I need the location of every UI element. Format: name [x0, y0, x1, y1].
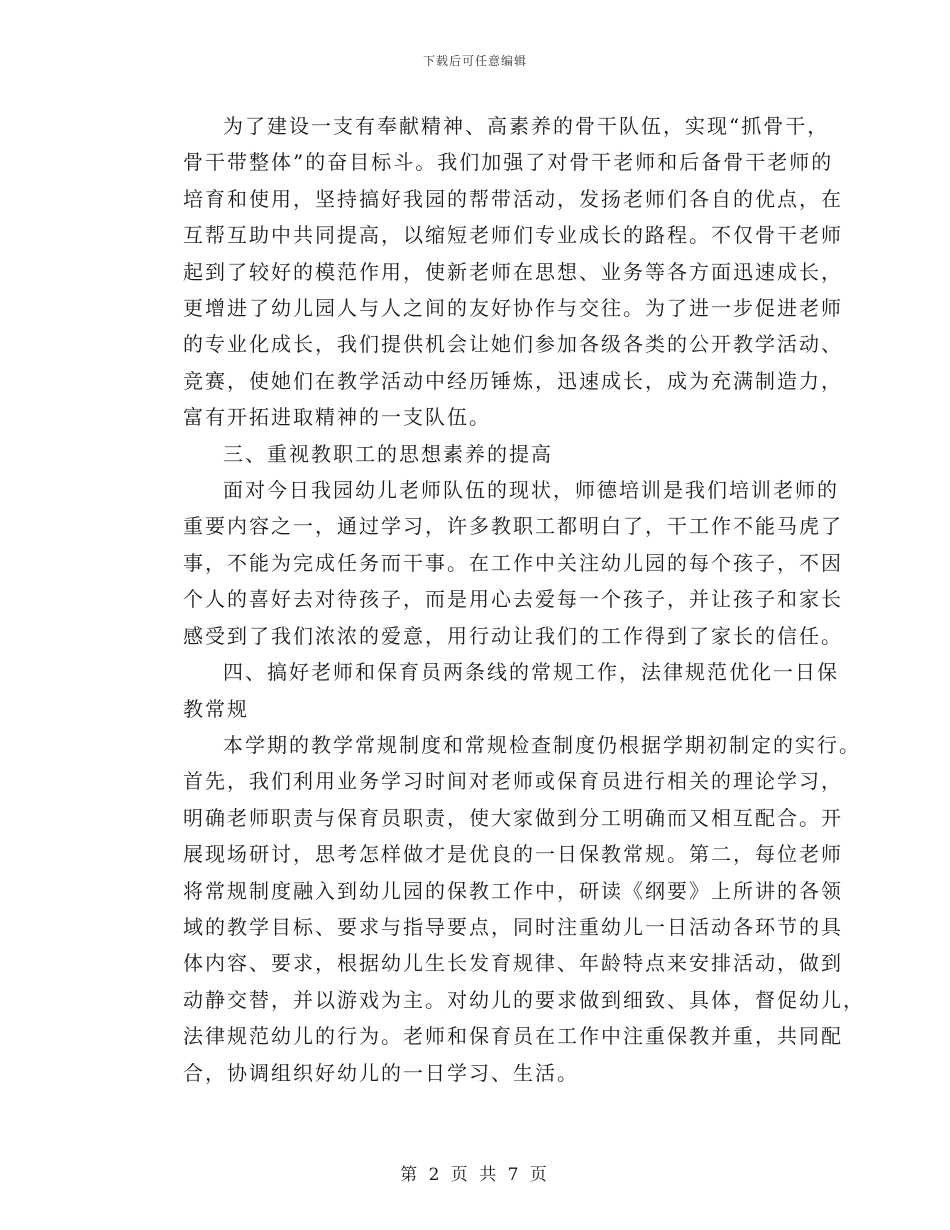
- text-line: 首先，我们利用业务学习时间对老师或保育员进行相关的理论学习，: [183, 769, 843, 794]
- text-line: 面对今日我园幼儿老师队伍的现状，师德培训是我们培训老师的: [223, 478, 839, 503]
- page-header: 下载后可任意编辑: [422, 54, 527, 68]
- text-line: 的专业化成长，我们提供机会让她们参加各级各类的公开教学活动、: [183, 332, 843, 357]
- text-line: 培育和使用，坚持搞好我园的帮带活动，发扬老师们各自的优点，在: [183, 186, 843, 211]
- text-line: 将常规制度融入到幼儿园的保教工作中，研读《纲要》上所讲的各领: [183, 878, 843, 903]
- heading-line: 教常规: [183, 696, 249, 721]
- text-line: 个人的喜好去对待孩子，而是用心去爱每一个孩子，并让孩子和家长: [183, 587, 843, 612]
- text-line: 事，不能为完成任务而干事。在工作中关注幼儿园的每个孩子，不因: [183, 550, 843, 575]
- text-line: 动静交替，并以游戏为主。对幼儿的要求做到细致、具体，督促幼儿，: [183, 987, 865, 1012]
- text-line: 明确老师职责与保育员职责，使大家做到分工明确而又相互配合。开: [183, 805, 843, 830]
- text-line: 更增进了幼儿园人与人之间的友好协作与交往。为了进一步促进老师: [183, 296, 843, 321]
- text-line: 竞赛，使她们在教学活动中经历锤炼，迅速成长，成为充满制造力，: [183, 368, 843, 393]
- text-line: 合，协调组织好幼儿的一日学习、生活。: [183, 1060, 579, 1085]
- document-body: [143, 108, 865, 1091]
- paragraph-backbone-team: [143, 108, 843, 436]
- text-line: 本学期的教学常规制度和常规检查制度仍根据学期初制定的实行。: [223, 732, 861, 757]
- text-line: 为了建设一支有奉献精神、高素养的骨干队伍，实现“抓骨干，: [223, 114, 830, 138]
- paragraph-teacher-ethics: [143, 472, 843, 654]
- text-line: 起到了较好的模范作用，使新老师在思想、业务等各方面迅速成长，: [183, 259, 843, 284]
- page-number-footer: 第 2 页 共 7 页: [400, 1165, 550, 1185]
- heading-line: 三、重视教职工的思想素养的提高: [223, 441, 553, 466]
- paragraph-routine-work: [143, 727, 865, 1091]
- section-heading-3: [143, 436, 813, 472]
- text-line: 重要内容之一，通过学习，许多教职工都明白了，干工作不能马虎了: [183, 514, 843, 539]
- text-line: 富有开拓进取精神的一支队伍。: [183, 405, 491, 430]
- text-line: 感受到了我们浓浓的爱意，用行动让我们的工作得到了家长的信任。: [183, 623, 843, 648]
- text-line: 骨干带整体”的奋目标斗。我们加强了对骨干老师和后备骨干老师的: [183, 150, 834, 175]
- text-line: 互帮互助中共同提高，以缩短老师们专业成长的路程。不仅骨干老师: [183, 223, 843, 248]
- heading-line: 四、搞好老师和保育员两条线的常规工作，法律规范优化一日保: [223, 660, 839, 685]
- text-line: 体内容、要求，根据幼儿生长发育规律、年龄特点来安排活动，做到: [183, 951, 843, 976]
- text-line: 展现场研讨，思考怎样做才是优良的一日保教常规。第二，每位老师: [183, 842, 843, 867]
- text-line: 法律规范幼儿的行为。老师和保育员在工作中注重保教并重，共同配: [183, 1024, 843, 1049]
- section-heading-4: [143, 654, 839, 727]
- text-line: 域的教学目标、要求与指导要点，同时注重幼儿一日活动各环节的具: [183, 914, 843, 939]
